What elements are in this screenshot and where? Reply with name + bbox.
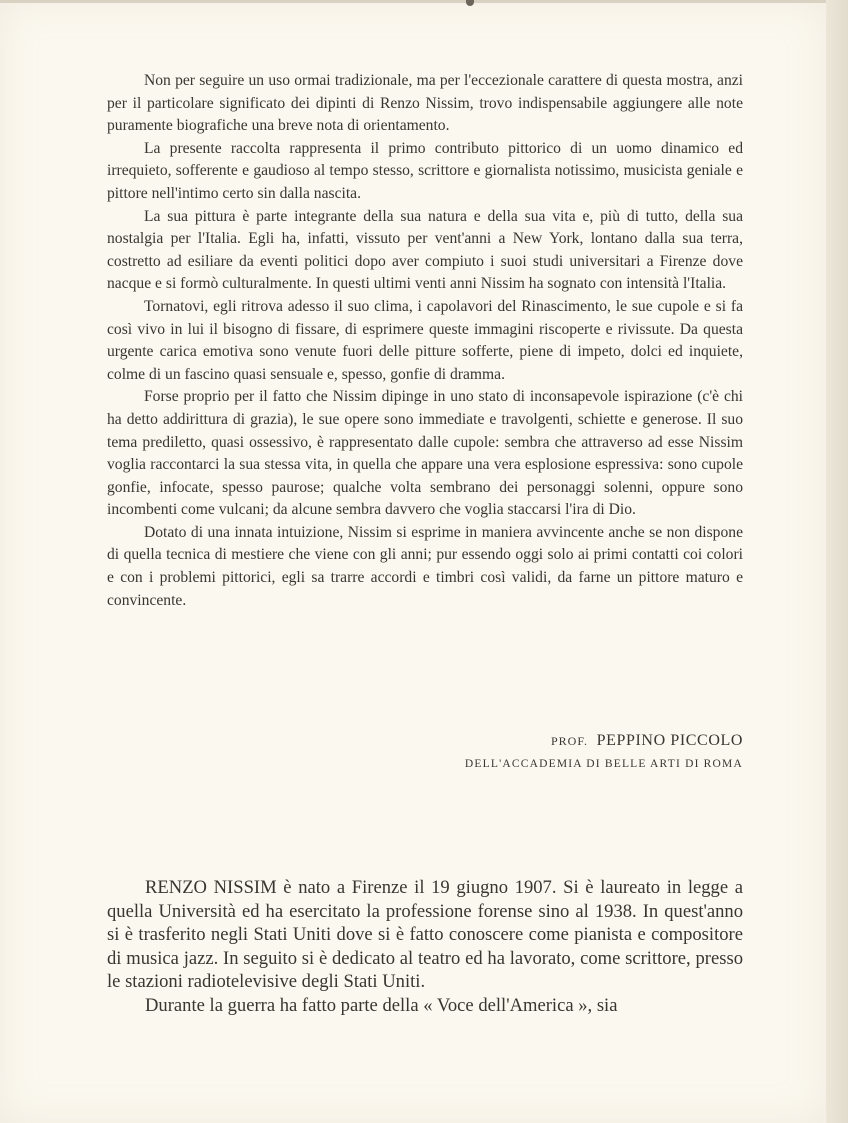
note-paragraph: Tornatovi, egli ritrova adesso il suo clima, i capolavori del Rinascimento, le sue cupole e si fa così vivo in lui il bisogno di fissare, di esprimere queste immagini riscoperte e rivissute. Da questa urgente carica emotiva sono venute fuori delle pitture sofferte, piene di impeto, dolci ed inquiete, colme di un fascino quasi sensuale e, spesso, gonfie di dramma. [107, 297, 743, 383]
artist-biography [107, 876, 743, 1017]
bio-paragraph: Durante la guerra ha fatto parte della « Voce dell'America », sia [145, 994, 618, 1016]
bio-paragraph: RENZO NISSIM è nato a Firenze il 19 giugno 1907. Si è laureato in legge a quella Università ed ha esercitato la professione forense sino al 1938. In quest'anno si è trasferito negli Stati Uniti dove si è fatto conoscere come pianista e compositore di musica jazz. In seguito si è dedicato al teatro ed ha lavorato, come scrittore, presso le stazioni radiotelevisive degli Stati Uniti. [107, 877, 743, 992]
signature-person: PEPPINO PICCOLO [596, 732, 743, 749]
page-top-edge [0, 0, 826, 3]
page-right-edge [826, 0, 848, 1123]
note-paragraph: La presente raccolta rappresenta il primo contributo pittorico di un uomo dinamico ed irrequieto, sofferente e gaudioso al tempo stesso, scrittore e giornalista notissimo, musicista geniale e pittore nell'intimo certo sin dalla nascita. [107, 139, 743, 202]
signature-name [107, 732, 743, 750]
note-paragraph: Forse proprio per il fatto che Nissim dipinge in uno stato di inconsapevole ispirazione (c'è chi ha detto addirittura di grazia), le sue opere sono immediate e travolgenti, schiette e generose. Il suo tema prediletto, quasi ossessivo, è rappresentato dalle cupole: sembra che attraverso ad esse Nissim voglia raccontarci la sua stessa vita, in quella che appare una vera esplosione espressiva: sono cupole gonfie, infocate, spesso paurose; qualche volta sembrano dei personaggi solenni, oppure sono incombenti come vulcani; da alcune sembra davvero che voglia staccarsi l'ira di Dio. [107, 388, 743, 519]
note-paragraph: La sua pittura è parte integrante della sua natura e della sua vita e, più di tutto, della sua nostalgia per l'Italia. Egli ha, infatti, vissuto per vent'anni a New York, lontano dalla sua terra, costretto ad esiliare da eventi politici dopo aver compiuto i suoi studi universitari a Firenze dove nacque e si formò culturalmente. In questi ultimi venti anni Nissim ha sognato con intensità l'Italia. [107, 207, 743, 293]
signature-title: PROF. [550, 734, 589, 748]
signature-affiliation: DELL'ACCADEMIA DI BELLE ARTI DI ROMA [464, 758, 743, 770]
critic-note [107, 70, 743, 612]
note-paragraph: Non per seguire un uso ormai tradizionale, ma per l'eccezionale carattere di questa mostra, anzi per il particolare significato dei dipinti di Renzo Nissim, trovo indispensabile aggiungere alle note puramente biografiche una breve nota di orientamento. [107, 72, 743, 135]
note-paragraph: Dotato di una innata intuizione, Nissim si esprime in maniera avvincente anche se non dispone di quella tecnica di mestiere che viene con gli anni; pur essendo oggi solo ai primi contatti coi colori e con i problemi pittorici, egli sa trarre accordi e timbri così validi, da farne un pittore maturo e convincente. [107, 523, 743, 609]
